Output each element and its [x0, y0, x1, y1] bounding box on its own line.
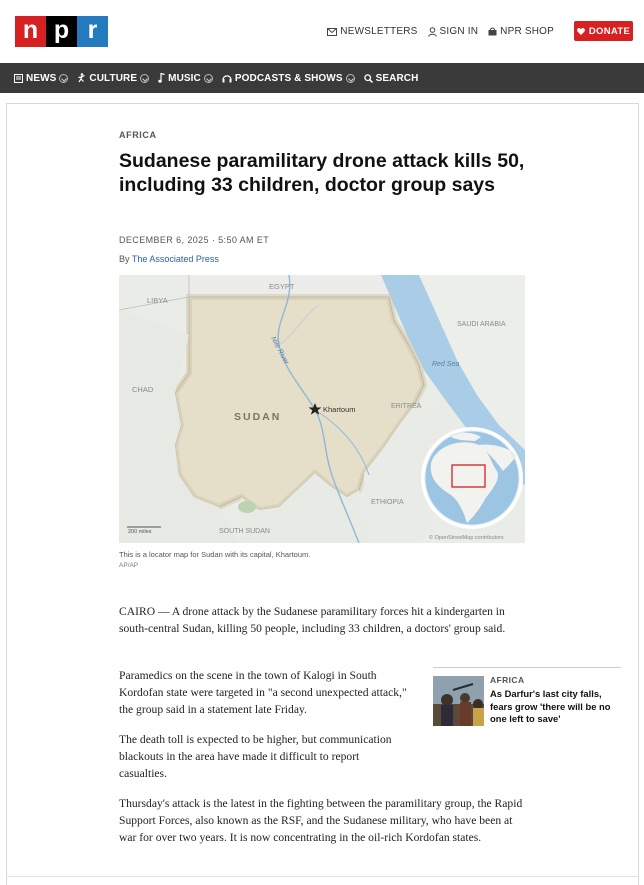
paragraph: The death toll is expected to be higher, but communication blackouts in the area have made it difficult to report casualties.	[119, 733, 392, 780]
map-label-egypt: EGYPT	[269, 282, 295, 291]
chevron-down-icon	[140, 74, 149, 83]
map-attribution: © OpenStreetMap contributors	[429, 535, 504, 541]
site-header	[0, 0, 644, 63]
paragraph: Paramedics on the scene in the town of Kalogi in South Kordofan state were targeted in "a second unexpected attack," the group said in a statement late Friday.	[119, 669, 407, 716]
nav-podcasts[interactable]	[222, 73, 355, 84]
map-label-eritrea: ERITREA	[391, 403, 422, 410]
logo-letter-n: n	[15, 16, 46, 47]
related-story[interactable]	[433, 667, 621, 724]
newsletters-label: NEWSLETTERS	[340, 26, 418, 37]
nav-music[interactable]	[158, 73, 213, 84]
sign-in-link[interactable]	[428, 26, 479, 37]
shop-icon	[488, 27, 497, 36]
map-label-saudi: SAUDI ARABIA	[457, 321, 506, 328]
divider	[6, 876, 639, 877]
map-graphic	[119, 275, 525, 543]
map-label-ethiopia: ETHIOPIA	[371, 499, 404, 506]
utility-links	[327, 26, 554, 37]
envelope-icon	[327, 28, 337, 36]
chevron-down-icon	[204, 74, 213, 83]
related-story-thumbnail[interactable]	[433, 676, 484, 726]
nav-culture[interactable]	[77, 73, 149, 84]
related-story-slug[interactable]: AFRICA	[490, 675, 525, 685]
logo-letter-p: p	[46, 16, 77, 47]
logo-letter-r: r	[77, 16, 108, 47]
newsletters-link[interactable]	[327, 26, 417, 37]
paragraph: CAIRO — A drone attack by the Sudanese paramilitary forces hit a kindergarten in south-central Sudan, killing 50 people, including 33 children, a doctors' group said.	[119, 605, 506, 635]
nav-news[interactable]	[14, 73, 68, 84]
nav-news-label: NEWS	[26, 72, 57, 84]
nav-search[interactable]	[364, 73, 419, 84]
map-label-sudan: SUDAN	[234, 411, 282, 423]
chevron-down-icon	[346, 74, 355, 83]
locator-map[interactable]	[119, 275, 525, 543]
image-caption: This is a locator map for Sudan with its capital, Khartoum.	[119, 550, 311, 559]
article-byline	[119, 254, 219, 264]
nav-culture-label: CULTURE	[89, 72, 138, 84]
map-label-khartoum: Khartoum	[323, 405, 356, 414]
map-label-libya: LIBYA	[147, 296, 168, 305]
music-icon	[158, 73, 165, 83]
nav-podcasts-label: PODCASTS & SHOWS	[234, 72, 343, 84]
search-icon	[364, 74, 373, 83]
headphones-icon	[222, 74, 232, 83]
npr-shop-label: NPR SHOP	[500, 26, 554, 37]
npr-shop-link[interactable]	[488, 26, 554, 37]
article-slug[interactable]: AFRICA	[119, 130, 157, 140]
main-nav	[0, 63, 644, 93]
article-date: DECEMBER 6, 2025 · 5:50 AM ET	[119, 235, 270, 245]
nav-music-label: MUSIC	[168, 72, 201, 84]
map-label-south-sudan: SOUTH SUDAN	[219, 528, 270, 535]
user-icon	[428, 27, 437, 37]
byline-prefix: By	[119, 254, 130, 264]
nav-search-label: SEARCH	[375, 72, 419, 84]
culture-icon	[77, 73, 86, 83]
heart-icon	[577, 28, 585, 35]
map-label-nile: Nile River	[269, 335, 290, 366]
donate-button[interactable]	[574, 21, 633, 41]
author-link[interactable]: The Associated Press	[131, 254, 219, 264]
chevron-down-icon	[59, 74, 68, 83]
related-story-title[interactable]: As Darfur's last city falls, fears grow 'there will be no one left to save'	[490, 688, 611, 724]
paragraph: Thursday's attack is the latest in the fighting between the paramilitary group, the Rapid Support Forces, also known as the RSF, and the Sudanese military, who have been at war for over two years. It is now concentrating in the oil-rich Kordofan states.	[119, 797, 523, 844]
donate-label: DONATE	[588, 25, 631, 37]
sign-in-label: SIGN IN	[439, 26, 479, 37]
map-label-chad: CHAD	[132, 385, 154, 394]
thumbnail-image	[433, 676, 484, 726]
npr-logo[interactable]	[15, 16, 108, 47]
map-scale: 200 miles	[128, 529, 152, 535]
article-headline: Sudanese paramilitary drone attack kills 50, including 33 children, doctor group says	[119, 150, 525, 196]
map-label-red-sea: Red Sea	[432, 361, 460, 368]
image-credit: AP/AP	[119, 562, 139, 569]
news-icon	[14, 74, 23, 83]
